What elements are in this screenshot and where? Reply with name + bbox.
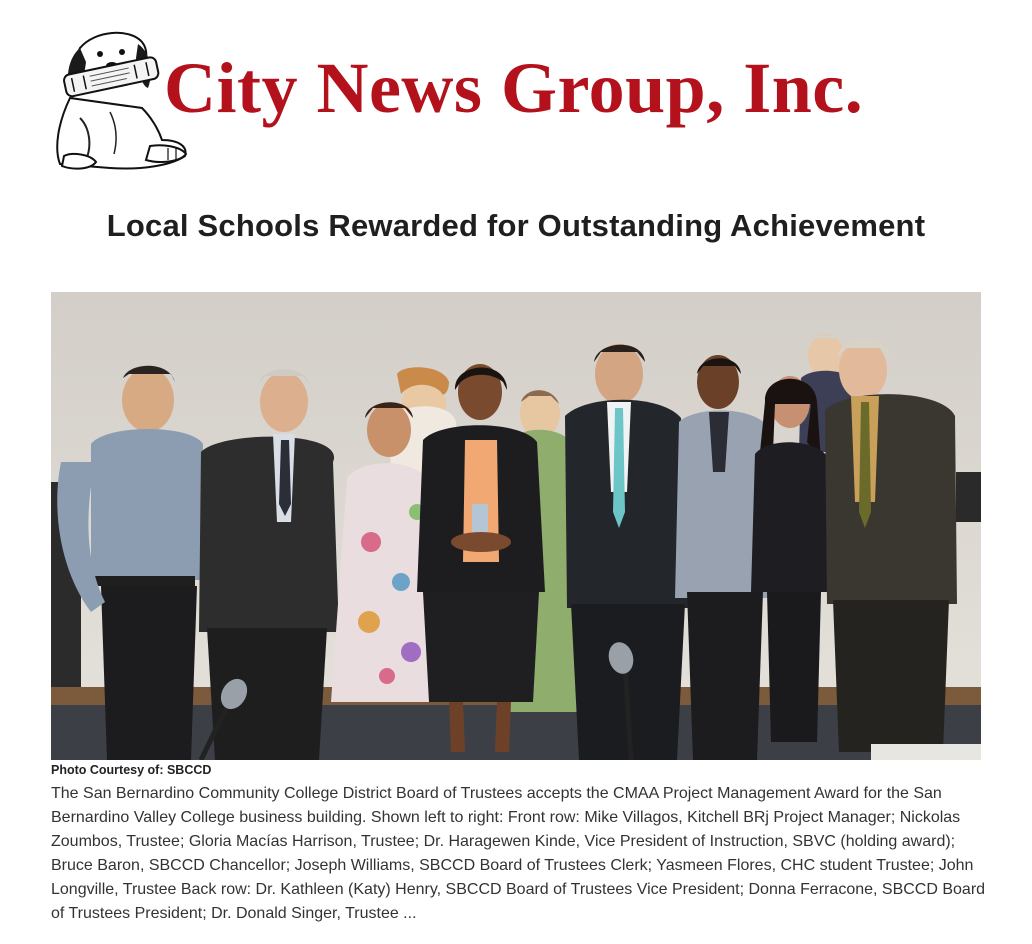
article-headline: Local Schools Rewarded for Outstanding Achievement [106, 208, 926, 243]
brand-name: City News Group, Inc. [164, 48, 864, 128]
photo-caption: The San Bernardino Community College District Board of Trustees accepts the CMAA Project Management Award for the San Bernardino Valley College business building. Shown left to right: Front row: Mike Villagos, Kitchell BRj Project Manager; Nickolas Zoumbos, Trustee; Gloria Macías Harrison, Trustee; Dr. Haragewen Kinde, Vice President of Instruction, SBVC (holding award); Bruce Baron, SBCCD Chancellor; Joseph Williams, SBCCD Board of Trustees Clerk; Yasmeen Flores, CHC student Trustee; John Longville, Trustee Back row: Dr. Kathleen (Katy) Henry, SBCCD Board of Trustees Vice President; Donna Ferracone, SBCCD Board of Trustees President; Dr. Donald Singer, Trustee ... [51, 785, 986, 922]
photo-credit: Photo Courtesy of: SBCCD [51, 763, 212, 777]
masthead [50, 28, 980, 174]
group-photo [51, 292, 981, 760]
